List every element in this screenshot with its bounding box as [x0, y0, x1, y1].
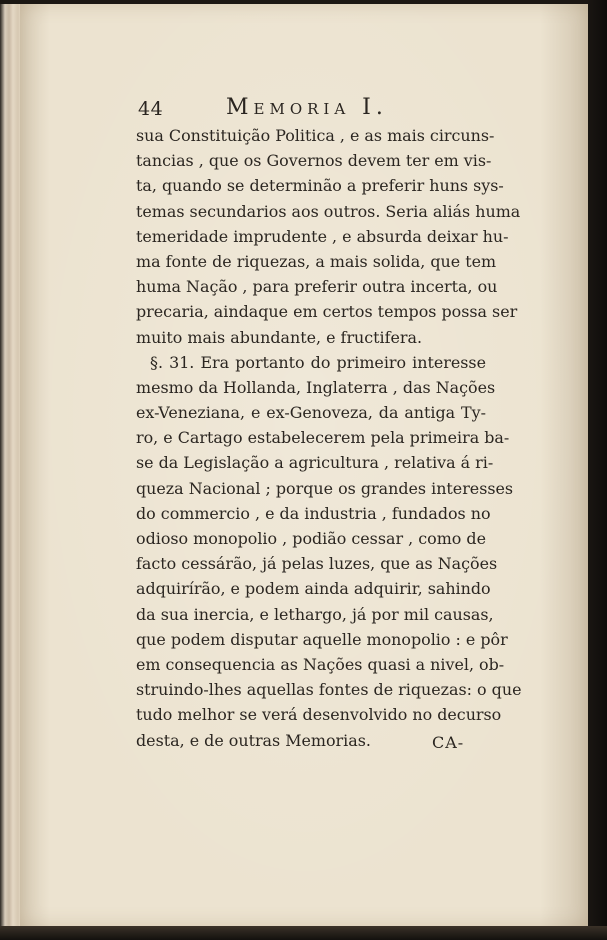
text-line: se da Legislação a agricultura , relativa á ri-	[136, 453, 494, 473]
section-start-line: §. 31. Era portanto do primeiro interesse	[150, 352, 486, 372]
text-line: queza Nacional ; porque os grandes interesses	[136, 478, 514, 498]
book-gutter-edge	[588, 0, 607, 940]
text-line: temeridade imprudente , e absurda deixar hu-	[136, 226, 509, 246]
text-line: ro, e Cartago estabelecerem pela primeira ba-	[136, 428, 510, 448]
running-head: Memoria I.	[226, 95, 388, 120]
book-bottom-edge	[0, 926, 607, 940]
text-line: huma Nação , para preferir outra incerta, ou	[136, 277, 498, 297]
text-line: adquirírão, e podem ainda adquirir, sahindo	[136, 579, 491, 599]
text-line: que podem disputar aquelle monopolio : e pôr	[136, 629, 508, 649]
text-line: facto cessárão, já pelas luzes, que as Nações	[136, 554, 498, 574]
text-line: ta, quando se determinão a preferir huns sys-	[136, 176, 504, 196]
text-line: desta, e de outras Memorias.	[136, 730, 371, 750]
text-line: da sua inercia, e lethargo, já por mil causas,	[136, 604, 494, 624]
page-header	[118, 93, 478, 121]
text-line: muito mais abundante, e fructifera.	[136, 327, 423, 347]
text-line: tancias , que os Governos devem ter em vis-	[136, 151, 492, 171]
text-line: struindo-lhes aquellas fontes de riquezas: o que	[136, 680, 522, 700]
text-line: do commercio , e da industria , fundados no	[136, 503, 491, 523]
text-line: ma fonte de riquezas, a mais solida, que tem	[136, 251, 497, 271]
text-line: precaria, aindaque em certos tempos possa ser	[136, 302, 518, 322]
page-number: 44	[138, 98, 164, 120]
text-line: sua Constituição Politica , e as mais circuns-	[136, 126, 495, 145]
page-stack-edge	[0, 4, 22, 938]
text-line: mesmo da Hollanda, Inglaterra , das Nações	[136, 377, 496, 397]
catchword: CA-	[432, 733, 465, 752]
text-line: tudo melhor se verá desenvolvido no decurso	[136, 705, 502, 725]
text-line: em consequencia as Nações quasi a nivel, ob-	[136, 654, 505, 674]
text-line: ex-Veneziana, e ex-Genoveza, da antiga Ty-	[136, 403, 486, 423]
text-line: temas secundarios aos outros. Seria aliás huma	[136, 201, 521, 221]
body-text	[136, 123, 522, 753]
text-line: odioso monopolio , podião cessar , como de	[136, 529, 486, 548]
